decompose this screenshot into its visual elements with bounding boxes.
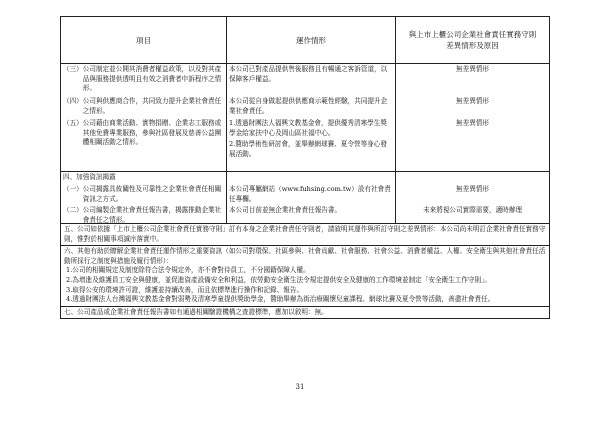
section6-item-1: 1. 公司的相關規定及制度除符合法令規定外，亦不會對待員工，不分國籍保障人權。 <box>66 266 310 275</box>
header-item: 項目 <box>61 17 227 63</box>
section7-row <box>61 306 549 319</box>
section6-row <box>61 245 549 306</box>
section3-status <box>396 64 549 171</box>
section3-items <box>61 64 227 171</box>
page-number: 31 <box>295 383 305 391</box>
section6-item-2: 2. 為增進及維護員工安全與健康，並促進資產設備安全和利益，依勞動安全衛生法令規定提供安全及健康的工作環境並制定「安全衛生工作守則」。 <box>66 275 491 284</box>
operation-3-5-line1: 1.透過財團法人福興文教基金會，提供優秀清寒學生獎學金給家扶中心及岡山區社福中心。 <box>229 119 387 137</box>
section3-row <box>61 63 549 171</box>
section5-text: 五、公司如依據「上市上櫃公司企業社會責任實務守則」訂有本身之企業社會責任守則者，請敘明其運作與所訂守則之差異情形：本公司尚未明訂企業社會責任實務守則，惟對於相關事項誠序落實中。 <box>64 225 546 243</box>
section4-items <box>61 172 227 223</box>
section4-operation <box>227 172 396 223</box>
section3-operation <box>227 64 396 171</box>
operation-3-3: 本公司已對產品提供售後服務且有暢通之客訴管道，以保障客戶權益。 <box>229 65 388 83</box>
csr-table <box>60 16 550 319</box>
operation-4-2: 本公司目前並無企業社會責任報告書。 <box>229 206 342 214</box>
item-3-3: （三） 公司制定並公開其消費者權益政策，以及對其產品與服務提供透明且有效之消費者申訴程序之情形。 <box>63 65 222 93</box>
status-3-5: 無差異情形 <box>456 119 489 127</box>
item-3-4: （四） 公司與供應商合作，共同致力提升企業社會責任之情形。 <box>63 97 222 115</box>
section6-block <box>61 246 549 306</box>
section6-item-4: 4. 透過財團法人台灣福興文教基金會對弱勢及清寒學童提供獎助學金，贊助舉辦為街治療關懷兒童課程、網球比賽及夏令營等活動，善盡社會責任。 <box>66 295 495 304</box>
item-4-1: （一） 公司揭露具攸關性及可靠性之企業社會責任相關資訊之方式。 <box>63 185 222 203</box>
table-header-row <box>61 17 549 63</box>
header-difference <box>396 17 549 63</box>
section4-title: 四、加強資訊揭露 <box>63 173 116 181</box>
status-4-1: 無差異情形 <box>456 185 489 193</box>
section4-row <box>61 171 549 223</box>
header-difference-line2: 差異情形及原因 <box>446 41 499 50</box>
header-operation: 運作情形 <box>227 17 396 63</box>
section6-intro: 六、其他有助於瞭解企業社會責任運作情形之重要資訊（如公司對環保、社區參與、社會貢獻、社會服務、社會公益、消費者權益、人權、安全衛生與其他社會責任活動所採行之制度與措施及履行情形）： <box>64 247 546 265</box>
item-4-2: （二） 公司編製企業社會責任報告書，揭露推動企業社會責任之情形。 <box>63 206 222 224</box>
operation-3-5-line2: 2.贊助學術性研討會，並舉辦網球賽、夏令營等身心發展活動。 <box>229 140 387 158</box>
section4-status <box>396 172 549 223</box>
status-3-4: 無差異情形 <box>456 97 489 105</box>
status-3-3: 無差異情形 <box>456 65 489 73</box>
section5-row <box>61 223 549 245</box>
section7-text: 七、公司產品或企業社會責任報告書如有通過相關驗證機構之查證標準，應加以敘明：無。 <box>64 307 328 316</box>
status-4-2: 未來將視公司實際需要，適時辦理 <box>423 206 522 214</box>
header-difference-line1: 與上市上櫃公司企業社會責任實務守則 <box>408 30 537 39</box>
item-3-5: （五） 公司藉由商業活動、實物捐贈、企業志工服務或其他免費專業服務，參與社區發展及慈善公益團體相關活動之情形。 <box>63 119 222 147</box>
section6-item-3: 3. 取得公安的環境許可證，維護並持續改善，而且依標準進行操作和記錄、報告。 <box>66 285 304 294</box>
operation-4-1: 本公司專屬網站（www.fuhsing.com.tw）設有社會責任專欄。 <box>229 185 391 203</box>
operation-3-4: 本公司從自身做起提供供應商示範性經驗，共同提升企業社會責任。 <box>229 97 388 115</box>
